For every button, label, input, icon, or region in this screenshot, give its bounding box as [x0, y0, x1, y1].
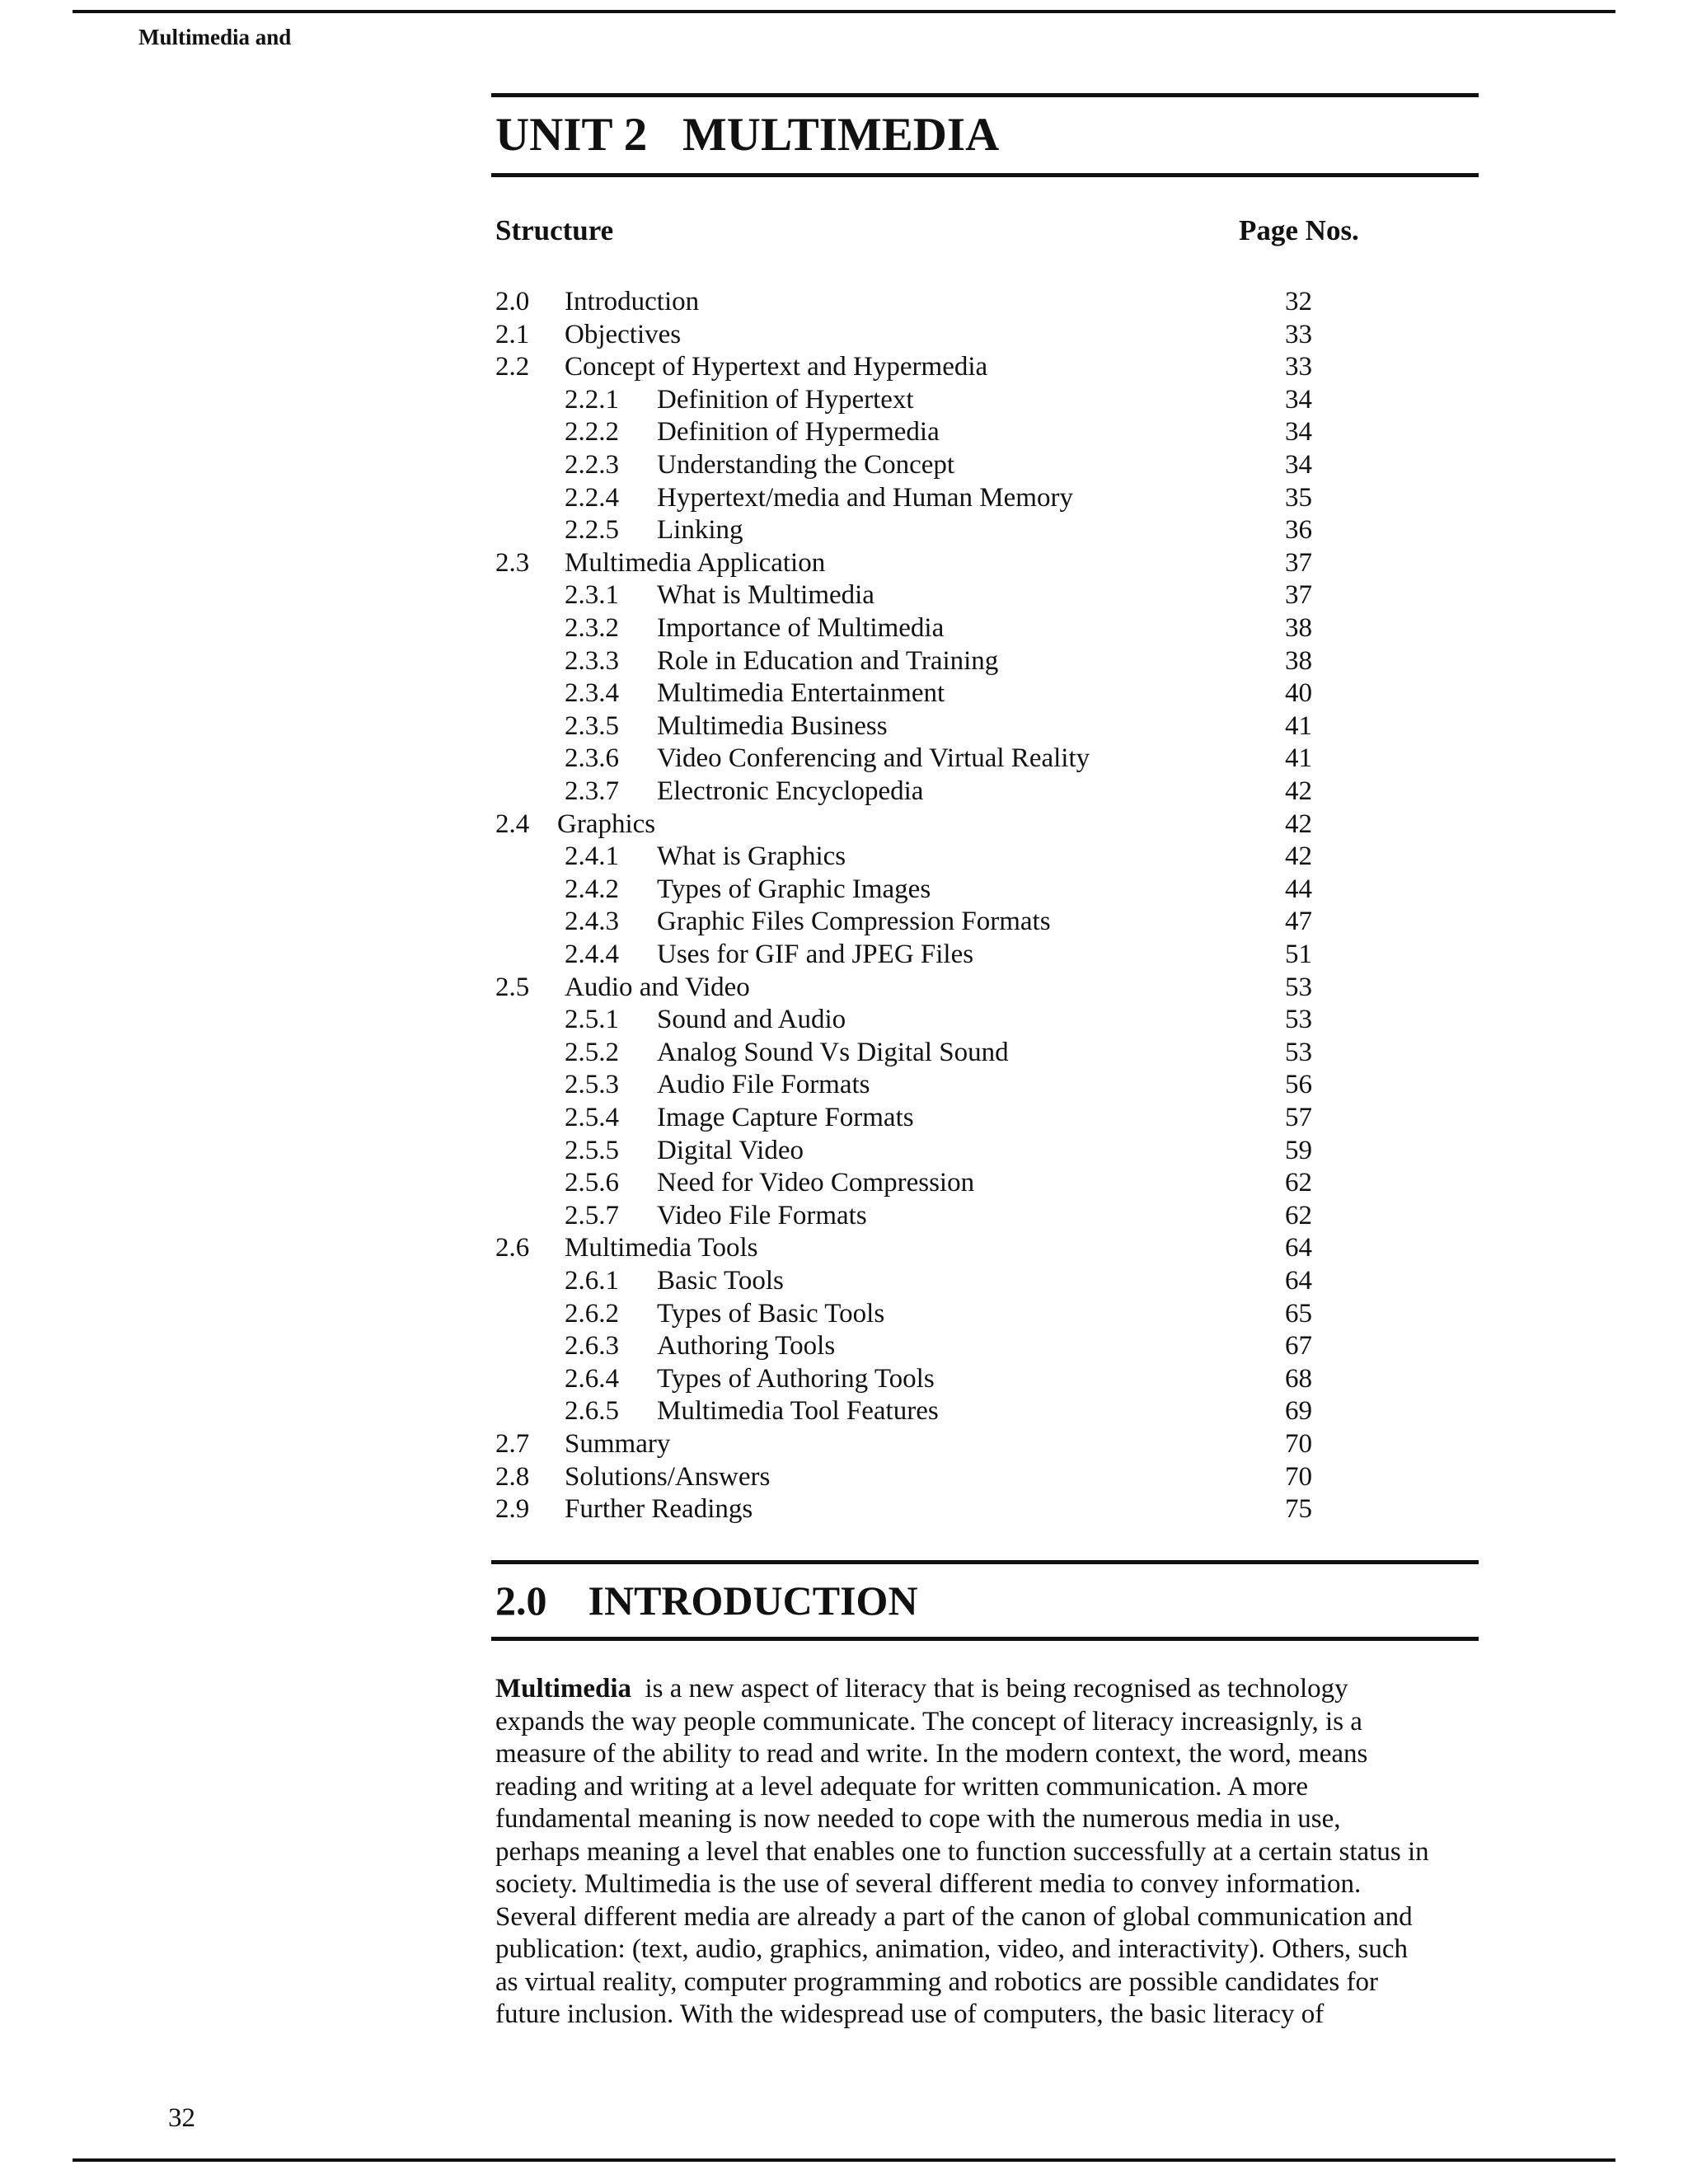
intro-paragraph-line: society. Multimedia is the use of several different media to convey information. — [495, 1869, 1362, 1899]
intro-paragraph-line: measure of the ability to read and write. In the modern context, the word, means — [495, 1739, 1368, 1769]
toc-entry — [0, 971, 1688, 1004]
toc-entry — [0, 1264, 1688, 1297]
toc-entry-page: 41 — [1285, 743, 1312, 774]
intro-paragraph-line — [495, 1673, 1484, 1706]
toc-entry-page: 38 — [1285, 645, 1312, 676]
toc-entry-title: Image Capture Formats — [657, 1103, 914, 1132]
toc-entry-number: 2.2.2 — [565, 417, 619, 448]
toc-entry — [0, 415, 1688, 448]
toc-entry-title: Electronic Encyclopedia — [657, 776, 924, 806]
toc-entry-page: 40 — [1285, 678, 1312, 709]
toc-entry-title: Need for Video Compression — [657, 1168, 975, 1198]
toc-entry-page: 70 — [1285, 1461, 1312, 1492]
toc-entry — [0, 1134, 1688, 1167]
unit-title: UNIT 2 MULTIMEDIA — [495, 109, 1000, 161]
toc-entry-title: Video File Formats — [657, 1200, 867, 1230]
toc-entry-page: 59 — [1285, 1135, 1312, 1165]
toc-entry — [0, 1297, 1688, 1330]
toc-entry-page: 33 — [1285, 319, 1312, 349]
toc-entry — [0, 448, 1688, 481]
toc-entry-title: Role in Education and Training — [657, 645, 999, 676]
toc-entry-title: Basic Tools — [657, 1266, 784, 1296]
toc-entry — [0, 1036, 1688, 1069]
toc-entry-page: 51 — [1285, 940, 1312, 969]
toc-entry-title: Multimedia Entertainment — [657, 678, 945, 709]
toc-entry — [0, 840, 1688, 873]
toc-entry-page: 44 — [1285, 874, 1312, 904]
toc-entry-number: 2.3.7 — [565, 776, 619, 806]
toc-entry-title: Solutions/Answers — [565, 1461, 771, 1492]
toc-entry-number: 2.3.1 — [565, 580, 619, 611]
intro-paragraph-line: perhaps meaning a level that enables one to function successfully at a certain status in — [495, 1836, 1429, 1867]
toc-entry-number: 2.5 — [495, 972, 530, 1002]
toc-entry-title: Introduction — [565, 287, 700, 316]
toc-entry-number: 2.6 — [495, 1233, 530, 1263]
unit-title-rule-bottom — [491, 173, 1479, 177]
toc-entry-number: 2.2 — [495, 352, 530, 382]
toc-entry-page: 68 — [1285, 1363, 1312, 1394]
toc-entry — [0, 350, 1688, 383]
toc-entry — [0, 1362, 1688, 1395]
toc-entry-title: Hypertext/media and Human Memory — [657, 482, 1073, 513]
toc-entry — [0, 644, 1688, 677]
intro-paragraph-line: future inclusion. With the widespread use of computers, the basic literacy of — [495, 1999, 1325, 2029]
toc-entry-title: Importance of Multimedia — [657, 613, 945, 643]
toc-entry — [0, 1101, 1688, 1134]
toc-entry-page: 42 — [1285, 808, 1312, 839]
toc-entry — [0, 1068, 1688, 1101]
toc-entry-number: 2.5.7 — [565, 1200, 619, 1230]
toc-entry-number: 2.1 — [495, 319, 530, 349]
intro-paragraph-line: fundamental meaning is now needed to cope with the numerous media in use, — [495, 1804, 1341, 1834]
structure-label: Structure — [495, 214, 614, 246]
toc-entry-number: 2.8 — [495, 1461, 530, 1492]
toc-entry — [0, 1199, 1688, 1232]
toc-entry — [0, 481, 1688, 514]
toc-entry — [0, 1394, 1688, 1427]
toc-entry-page: 37 — [1285, 547, 1312, 578]
toc-entry — [0, 742, 1688, 775]
toc-entry-page: 34 — [1285, 417, 1312, 448]
toc-entry-page: 69 — [1285, 1396, 1312, 1427]
toc-entry-number: 2.6.2 — [565, 1298, 619, 1329]
toc-entry-title: Sound and Audio — [657, 1005, 846, 1035]
toc-entry-number: 2.3 — [495, 547, 530, 578]
toc-entry-page: 65 — [1285, 1298, 1312, 1329]
toc-entry-title: Objectives — [565, 319, 682, 349]
toc-entry-title: Authoring Tools — [657, 1331, 836, 1361]
toc-entry-page: 56 — [1285, 1070, 1312, 1100]
toc-entry-title: Uses for GIF and JPEG Files — [657, 940, 974, 969]
intro-heading: 2.0 INTRODUCTION — [495, 1577, 918, 1624]
toc-entry-number: 2.5.2 — [565, 1037, 619, 1067]
toc-entry-number: 2.4.4 — [565, 940, 619, 969]
intro-first-line-text: is a new aspect of literacy that is being recognised as technology — [631, 1674, 1348, 1704]
toc-entry-number: 2.3.5 — [565, 710, 619, 741]
toc-entry — [0, 808, 1688, 841]
toc-entry — [0, 1166, 1688, 1199]
toc-entry-number: 2.5.6 — [565, 1168, 619, 1198]
toc-entry-page: 70 — [1285, 1429, 1312, 1459]
toc-entry — [0, 285, 1688, 318]
toc-entry-number: 2.5.3 — [565, 1070, 619, 1100]
intro-paragraph-line: Several different media are already a part of the canon of global communication and — [495, 1901, 1413, 1932]
toc-entry-page: 64 — [1285, 1233, 1312, 1263]
toc-entry-number: 2.3.2 — [565, 613, 619, 643]
running-header: Multimedia and — [138, 25, 292, 49]
header-rule — [73, 10, 1615, 13]
toc-entry — [0, 1427, 1688, 1460]
toc-entry-page: 47 — [1285, 907, 1312, 937]
toc-entry-title: Digital Video — [657, 1135, 804, 1165]
toc-entry-number: 2.5.4 — [565, 1103, 619, 1132]
intro-heading-rule-top — [491, 1560, 1479, 1564]
toc-entry-number: 2.6.5 — [565, 1396, 619, 1427]
toc-entry-title: Types of Graphic Images — [657, 874, 931, 904]
footer-rule — [73, 2158, 1615, 2162]
toc-entry-title: Audio File Formats — [657, 1070, 870, 1100]
toc-entry-page: 62 — [1285, 1168, 1312, 1198]
toc-entry-number: 2.4.1 — [565, 841, 619, 872]
intro-paragraph-line: publication: (text, audio, graphics, animation, video, and interactivity). Others, such — [495, 1934, 1409, 1964]
toc-entry-title: Multimedia Tools — [565, 1233, 758, 1263]
toc-entry-number: 2.6.3 — [565, 1331, 619, 1361]
toc-entry-title: Definition of Hypertext — [657, 384, 914, 415]
intro-paragraph-line: expands the way people communicate. The concept of literacy increasignly, is a — [495, 1706, 1362, 1736]
toc-entry — [0, 1003, 1688, 1036]
intro-paragraph — [495, 1673, 1484, 2032]
intro-paragraph-line: reading and writing at a level adequate for written communication. A more — [495, 1771, 1309, 1802]
toc-entry-title: Analog Sound Vs Digital Sound — [657, 1037, 1009, 1067]
toc-entry-page: 53 — [1285, 1037, 1312, 1067]
intro-bold-lead: Multimedia — [495, 1674, 631, 1704]
toc-entry-page: 75 — [1285, 1494, 1312, 1525]
toc-entry-number: 2.0 — [495, 287, 530, 316]
toc-entry-number: 2.2.3 — [565, 450, 619, 480]
toc-entry-number: 2.6.4 — [565, 1363, 619, 1394]
toc-entry-title: Concept of Hypertext and Hypermedia — [565, 352, 988, 382]
toc-entry-page: 67 — [1285, 1331, 1312, 1361]
toc-entry-page: 42 — [1285, 841, 1312, 872]
toc-entry — [0, 546, 1688, 579]
toc-entry-number: 2.6.1 — [565, 1266, 619, 1296]
toc-entry — [0, 1460, 1688, 1493]
toc-entry-number: 2.3.6 — [565, 743, 619, 774]
toc-entry — [0, 938, 1688, 971]
toc-entry-number: 2.5.1 — [565, 1005, 619, 1035]
toc-entry-title: Graphics — [557, 808, 656, 839]
toc-entry-number: 2.4 — [495, 808, 530, 839]
toc-entry-title: Types of Basic Tools — [657, 1298, 885, 1329]
toc-entry-number: 2.2.4 — [565, 482, 619, 513]
toc-entry — [0, 1329, 1688, 1362]
toc-entry — [0, 1231, 1688, 1264]
toc-entry — [0, 775, 1688, 808]
intro-paragraph-line: as virtual reality, computer programming and robotics are possible candidates for — [495, 1966, 1378, 1997]
page-nos-label: Page Nos. — [1239, 214, 1359, 246]
toc-entry-number: 2.3.4 — [565, 678, 619, 709]
table-of-contents — [0, 285, 1688, 1525]
toc-entry-number: 2.9 — [495, 1494, 530, 1525]
toc-entry — [0, 579, 1688, 612]
toc-entry-page: 53 — [1285, 1005, 1312, 1035]
toc-entry — [0, 383, 1688, 416]
toc-entry-title: Graphic Files Compression Formats — [657, 907, 1051, 937]
toc-entry-title: Video Conferencing and Virtual Reality — [657, 743, 1090, 774]
toc-entry-number: 2.7 — [495, 1429, 530, 1459]
toc-entry-page: 37 — [1285, 580, 1312, 611]
toc-entry-title: Multimedia Tool Features — [657, 1396, 939, 1427]
toc-entry-title: Linking — [657, 515, 743, 546]
toc-entry-page: 33 — [1285, 352, 1312, 382]
toc-entry-page: 41 — [1285, 710, 1312, 741]
toc-entry — [0, 1493, 1688, 1526]
toc-entry-title: Multimedia Business — [657, 710, 888, 741]
toc-entry — [0, 677, 1688, 710]
toc-entry-title: Summary — [565, 1429, 671, 1459]
toc-entry-title: Multimedia Application — [565, 547, 826, 578]
toc-entry-page: 64 — [1285, 1266, 1312, 1296]
toc-entry-number: 2.2.5 — [565, 515, 619, 546]
toc-entry-title: What is Multimedia — [657, 580, 874, 611]
toc-entry-page: 34 — [1285, 450, 1312, 480]
toc-entry — [0, 710, 1688, 743]
toc-entry-page: 34 — [1285, 384, 1312, 415]
toc-entry-number: 2.4.3 — [565, 907, 619, 937]
toc-entry-number: 2.5.5 — [565, 1135, 619, 1165]
toc-entry-number: 2.4.2 — [565, 874, 619, 904]
toc-entry-page: 36 — [1285, 515, 1312, 546]
toc-entry — [0, 873, 1688, 906]
toc-entry-title: What is Graphics — [657, 841, 846, 872]
toc-entry-page: 57 — [1285, 1103, 1312, 1132]
toc-entry-page: 53 — [1285, 972, 1312, 1002]
toc-entry-page: 35 — [1285, 482, 1312, 513]
toc-entry-title: Understanding the Concept — [657, 450, 955, 480]
toc-entry-number: 2.3.3 — [565, 645, 619, 676]
toc-entry-page: 38 — [1285, 613, 1312, 643]
toc-entry — [0, 905, 1688, 938]
toc-entry-title: Definition of Hypermedia — [657, 417, 940, 448]
toc-entry-page: 62 — [1285, 1200, 1312, 1230]
toc-entry-page: 42 — [1285, 776, 1312, 806]
unit-title-rule-top — [491, 93, 1479, 97]
toc-entry — [0, 318, 1688, 351]
toc-entry — [0, 513, 1688, 546]
toc-entry-title: Types of Authoring Tools — [657, 1363, 935, 1394]
intro-heading-rule-bottom — [491, 1637, 1479, 1641]
toc-entry-number: 2.2.1 — [565, 384, 619, 415]
toc-entry-title: Audio and Video — [565, 972, 750, 1002]
toc-entry-title: Further Readings — [565, 1494, 753, 1525]
toc-entry-page: 32 — [1285, 287, 1312, 316]
page-number: 32 — [168, 2103, 195, 2133]
toc-entry — [0, 612, 1688, 644]
